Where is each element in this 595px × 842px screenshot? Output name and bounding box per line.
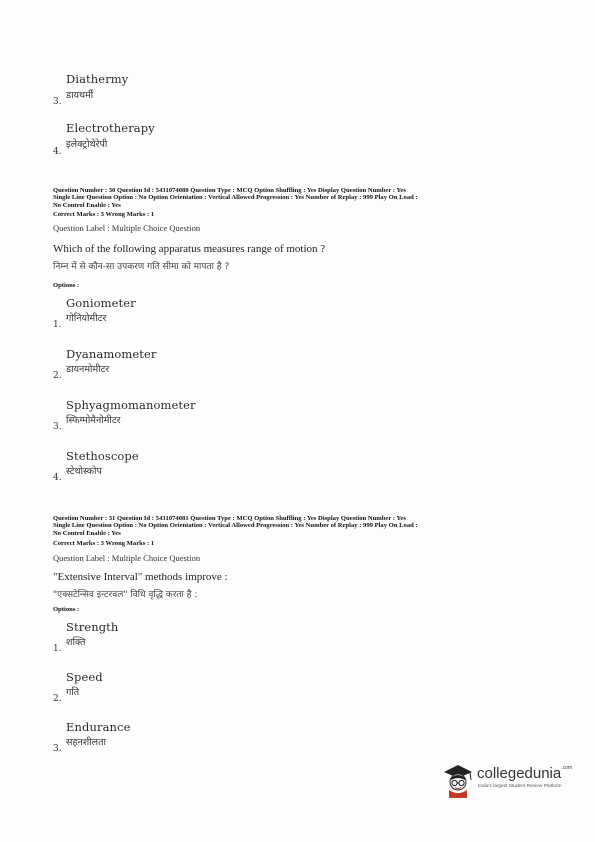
- option-text-en: Speed: [66, 670, 103, 684]
- question-meta: [53, 187, 553, 209]
- meta-line-1: Question Number : 31 Question Id : 5431074081 Question Type : MCQ Option Shuffling : Yes Display Question Number : Yes: [53, 515, 406, 522]
- option-text-hi: इलेक्ट्रोथेरेपी: [66, 139, 108, 150]
- question-label: Question Label : Multiple Choice Question: [53, 223, 201, 233]
- option-text-en: Stethoscope: [66, 449, 139, 463]
- option-text-hi: डायनमोमीटर: [66, 364, 110, 375]
- meta-line-3: No Control Enable : Yes: [53, 529, 121, 537]
- option-text-en: Sphyagmomanometer: [66, 398, 196, 412]
- meta-line-2: Single Line Question Option : No Option Orientation : Vertical Allowed Progression : Yes Number of Replay : 999 Play On Load :: [53, 194, 418, 202]
- option-text-hi: स्फिग्मोमैनोमीटर: [66, 415, 121, 426]
- option-number: 3.: [53, 422, 62, 432]
- mascot-icon: [440, 760, 476, 800]
- option-number: 2.: [53, 371, 62, 381]
- option-text-hi: गोनियोमीटर: [66, 313, 107, 324]
- options-label: Options :: [53, 282, 80, 289]
- question-text-en: Which of the following apparatus measures range of motion ?: [53, 243, 326, 255]
- question-meta: [53, 515, 553, 537]
- option-number: 4.: [53, 147, 62, 157]
- logo-wordmark: [477, 765, 572, 782]
- meta-line-3: No Control Enable : Yes: [53, 201, 121, 209]
- question-text-en: "Extensive Interval" methods improve :: [53, 571, 228, 583]
- option-number: 1.: [53, 644, 62, 654]
- option-text-en: Goniometer: [66, 296, 136, 310]
- question-text-hi: "एक्सटेन्सिव इन्टरवल" विधि वृद्धि करता है :: [53, 590, 198, 600]
- option-number: 2.: [53, 694, 62, 704]
- logo-suffix: .com: [561, 765, 573, 771]
- collegedunia-logo[interactable]: [440, 760, 580, 800]
- option-number: 3.: [53, 744, 62, 754]
- option-text-en: Dyanamometer: [66, 347, 157, 361]
- option-text-hi: गति: [66, 687, 80, 698]
- option-text-en: Strength: [66, 620, 119, 634]
- option-text-en: Electrotherapy: [66, 121, 155, 135]
- logo-name: collegedunia: [477, 765, 562, 782]
- logo-tagline: India's largest Student Review Platform: [478, 784, 562, 789]
- option-text-hi: सहनशीलता: [66, 737, 106, 748]
- option-text-hi: शक्ति: [66, 637, 86, 648]
- question-label: Question Label : Multiple Choice Question: [53, 553, 201, 563]
- meta-line-1: Question Number : 30 Question Id : 5431074080 Question Type : MCQ Option Shuffling : Yes Display Question Number : Yes: [53, 187, 406, 194]
- question-text-hi: निम्न में से कौन-सा उपकरण गति सीमा को मापता है ?: [53, 262, 230, 272]
- option-number: 1.: [53, 320, 62, 330]
- option-text-en: Endurance: [66, 720, 131, 734]
- marks-info: Correct Marks : 3 Wrong Marks : 1: [53, 540, 155, 547]
- option-text-en: Diathermy: [66, 72, 129, 86]
- option-number: 3.: [53, 97, 62, 107]
- options-label: Options :: [53, 606, 80, 613]
- meta-line-2: Single Line Question Option : No Option Orientation : Vertical Allowed Progression : Yes Number of Replay : 999 Play On Load :: [53, 522, 418, 530]
- option-text-hi: डायथर्मी: [66, 90, 94, 101]
- option-number: 4.: [53, 473, 62, 483]
- option-text-hi: स्टेथोस्कोप: [66, 466, 102, 477]
- marks-info: Correct Marks : 3 Wrong Marks : 1: [53, 211, 155, 218]
